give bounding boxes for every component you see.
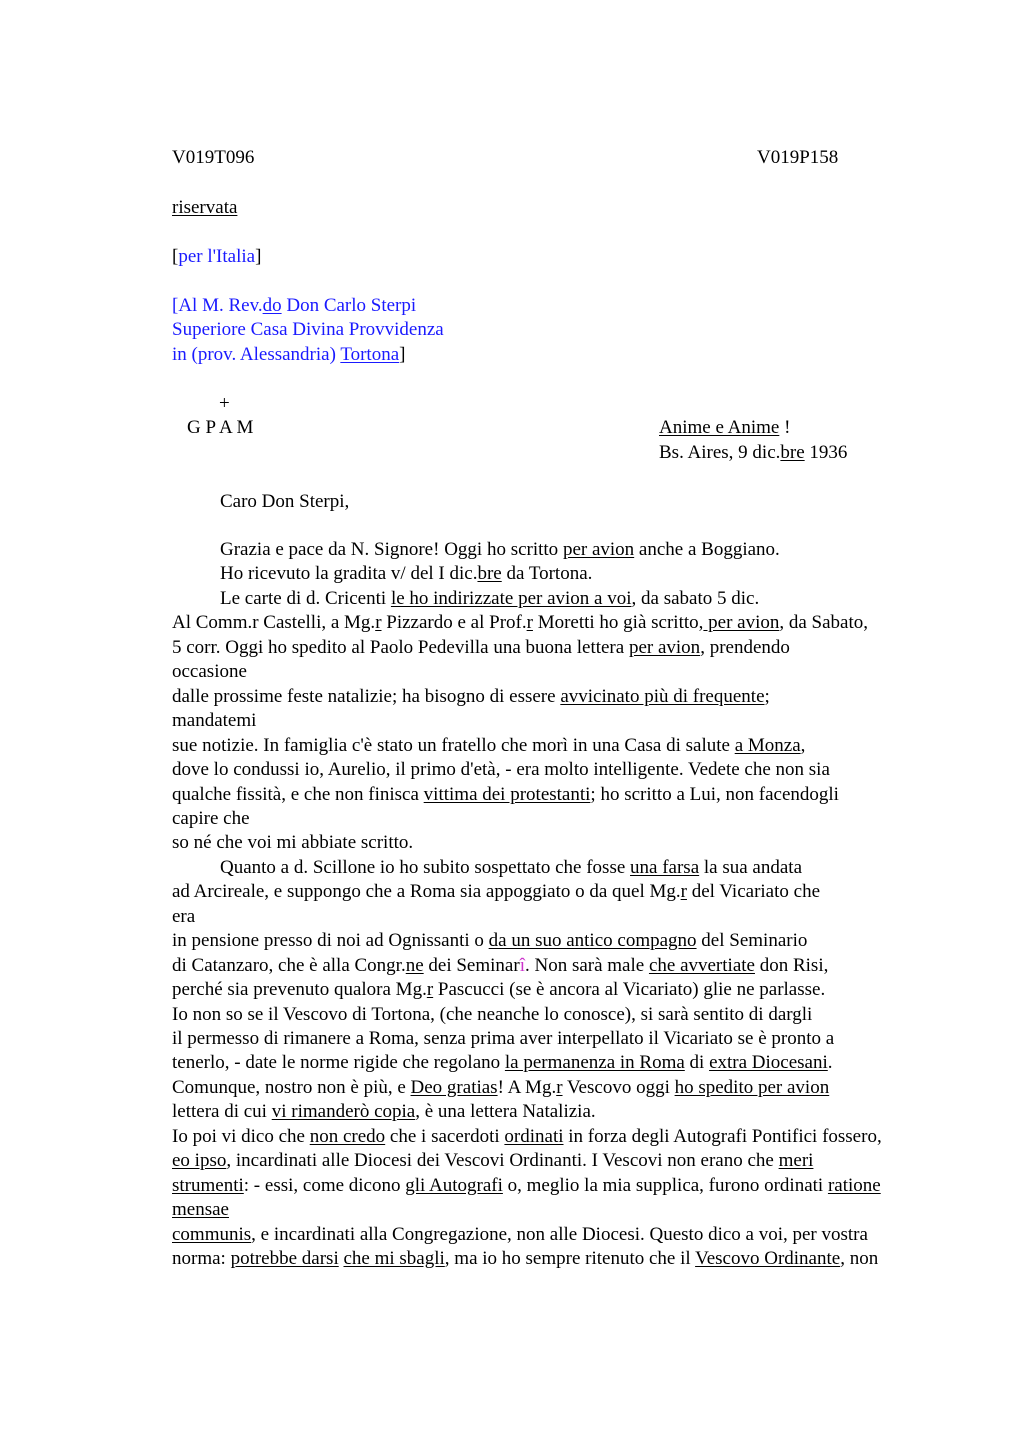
body-line: Io poi vi dico che non credo che i sacerdoti ordinati in forza degli Autografi Pontifici fossero,	[172, 1126, 882, 1147]
address-line-3: in (prov. Alessandria) Tortona]	[172, 344, 406, 365]
body-line: Grazia e pace da N. Signore! Oggi ho scritto per avion anche a Boggiano.	[220, 539, 780, 560]
body-line: tenerlo, - date le norme rigide che regolano la permanenza in Roma di extra Diocesani.	[172, 1052, 833, 1073]
body-line: il permesso di rimanere a Roma, senza prima aver interpellato il Vicariato se è pronto a	[172, 1028, 835, 1049]
riservata-note: riservata	[172, 197, 238, 218]
cross-symbol: +	[219, 393, 230, 414]
body-line: ad Arcireale, e suppongo che a Roma sia appoggiato o da quel Mg.r del Vicariato che	[172, 881, 820, 902]
body-line: Io non so se il Vescovo di Tortona, (che neanche lo conosce), si sarà sentito di dargli	[172, 1004, 813, 1025]
body-line: lettera di cui vi rimanderò copia, è una lettera Natalizia.	[172, 1101, 596, 1122]
address-line-2: Superiore Casa Divina Provvidenza	[172, 319, 444, 340]
body-line: Al Comm.r Castelli, a Mg.r Pizzardo e al Prof.r Moretti ho già scritto, per avion, da Sabato,	[172, 612, 869, 633]
address-line-1: [Al M. Rev.do Don Carlo Sterpi	[172, 295, 417, 316]
per-italia-note: [per l'Italia]	[172, 246, 262, 267]
body-line: eo ipso, incardinati alle Diocesi dei Vescovi Ordinanti. I Vescovi non erano che meri	[172, 1150, 814, 1171]
document-code-right: V019P158	[757, 147, 839, 168]
body-line: 5 corr. Oggi ho spedito al Paolo Pedevilla una buona lettera per avion, prendendo	[172, 637, 790, 658]
body-line: norma: potrebbe darsi che mi sbagli, ma io ho sempre ritenuto che il Vescovo Ordinante, non	[172, 1248, 879, 1269]
body-line: era	[172, 906, 196, 927]
body-line: capire che	[172, 808, 250, 829]
anime-motto: Anime e Anime !	[659, 417, 791, 438]
body-line: in pensione presso di noi ad Ognissanti o da un suo antico compagno del Seminario	[172, 930, 808, 951]
body-line: sue notizie. In famiglia c'è stato un fratello che morì in una Casa di salute a Monza,	[172, 735, 806, 756]
body-line: Quanto a d. Scillone io ho subito sospettato che fosse una farsa la sua andata	[220, 857, 803, 878]
body-line: qualche fissità, e che non finisca vittima dei protestanti; ho scritto a Lui, non facendogli	[172, 784, 839, 805]
body-line: mensae	[172, 1199, 229, 1220]
body-line: Ho ricevuto la gradita v/ del I dic.bre da Tortona.	[220, 563, 593, 584]
body-line: occasione	[172, 661, 247, 682]
document-code-left: V019T096	[172, 147, 255, 168]
body-line: dove lo condussi io, Aurelio, il primo d'età, - era molto intelligente. Vedete che non sia	[172, 759, 830, 780]
body-line: Comunque, nostro non è più, e Deo gratias! A Mg.r Vescovo oggi ho spedito per avion	[172, 1077, 830, 1098]
body-line: dalle prossime feste natalizie; ha bisogno di essere avvicinato più di frequente;	[172, 686, 770, 707]
body-line: perché sia prevenuto qualora Mg.r Pascucci (se è ancora al Vicariato) glie ne parlasse.	[172, 979, 826, 1000]
body-line: communis, e incardinati alla Congregazione, non alle Diocesi. Questo dico a voi, per vostra	[172, 1224, 868, 1245]
body-line: strumenti: - essi, come dicono gli Autografi o, meglio la mia supplica, furono ordinati ratione	[172, 1175, 881, 1196]
salutation: Caro Don Sterpi,	[220, 491, 350, 512]
letter-date: Bs. Aires, 9 dic.bre 1936	[659, 442, 848, 463]
gpam-heading: G P A M	[187, 417, 254, 438]
body-line: mandatemi	[172, 710, 257, 731]
body-line: di Catanzaro, che è alla Congr.ne dei Seminarî. Non sarà male che avvertiate don Risi,	[172, 955, 829, 976]
body-line: Le carte di d. Cricenti le ho indirizzate per avion a voi, da sabato 5 dic.	[220, 588, 760, 609]
body-line: so né che voi mi abbiate scritto.	[172, 832, 414, 853]
